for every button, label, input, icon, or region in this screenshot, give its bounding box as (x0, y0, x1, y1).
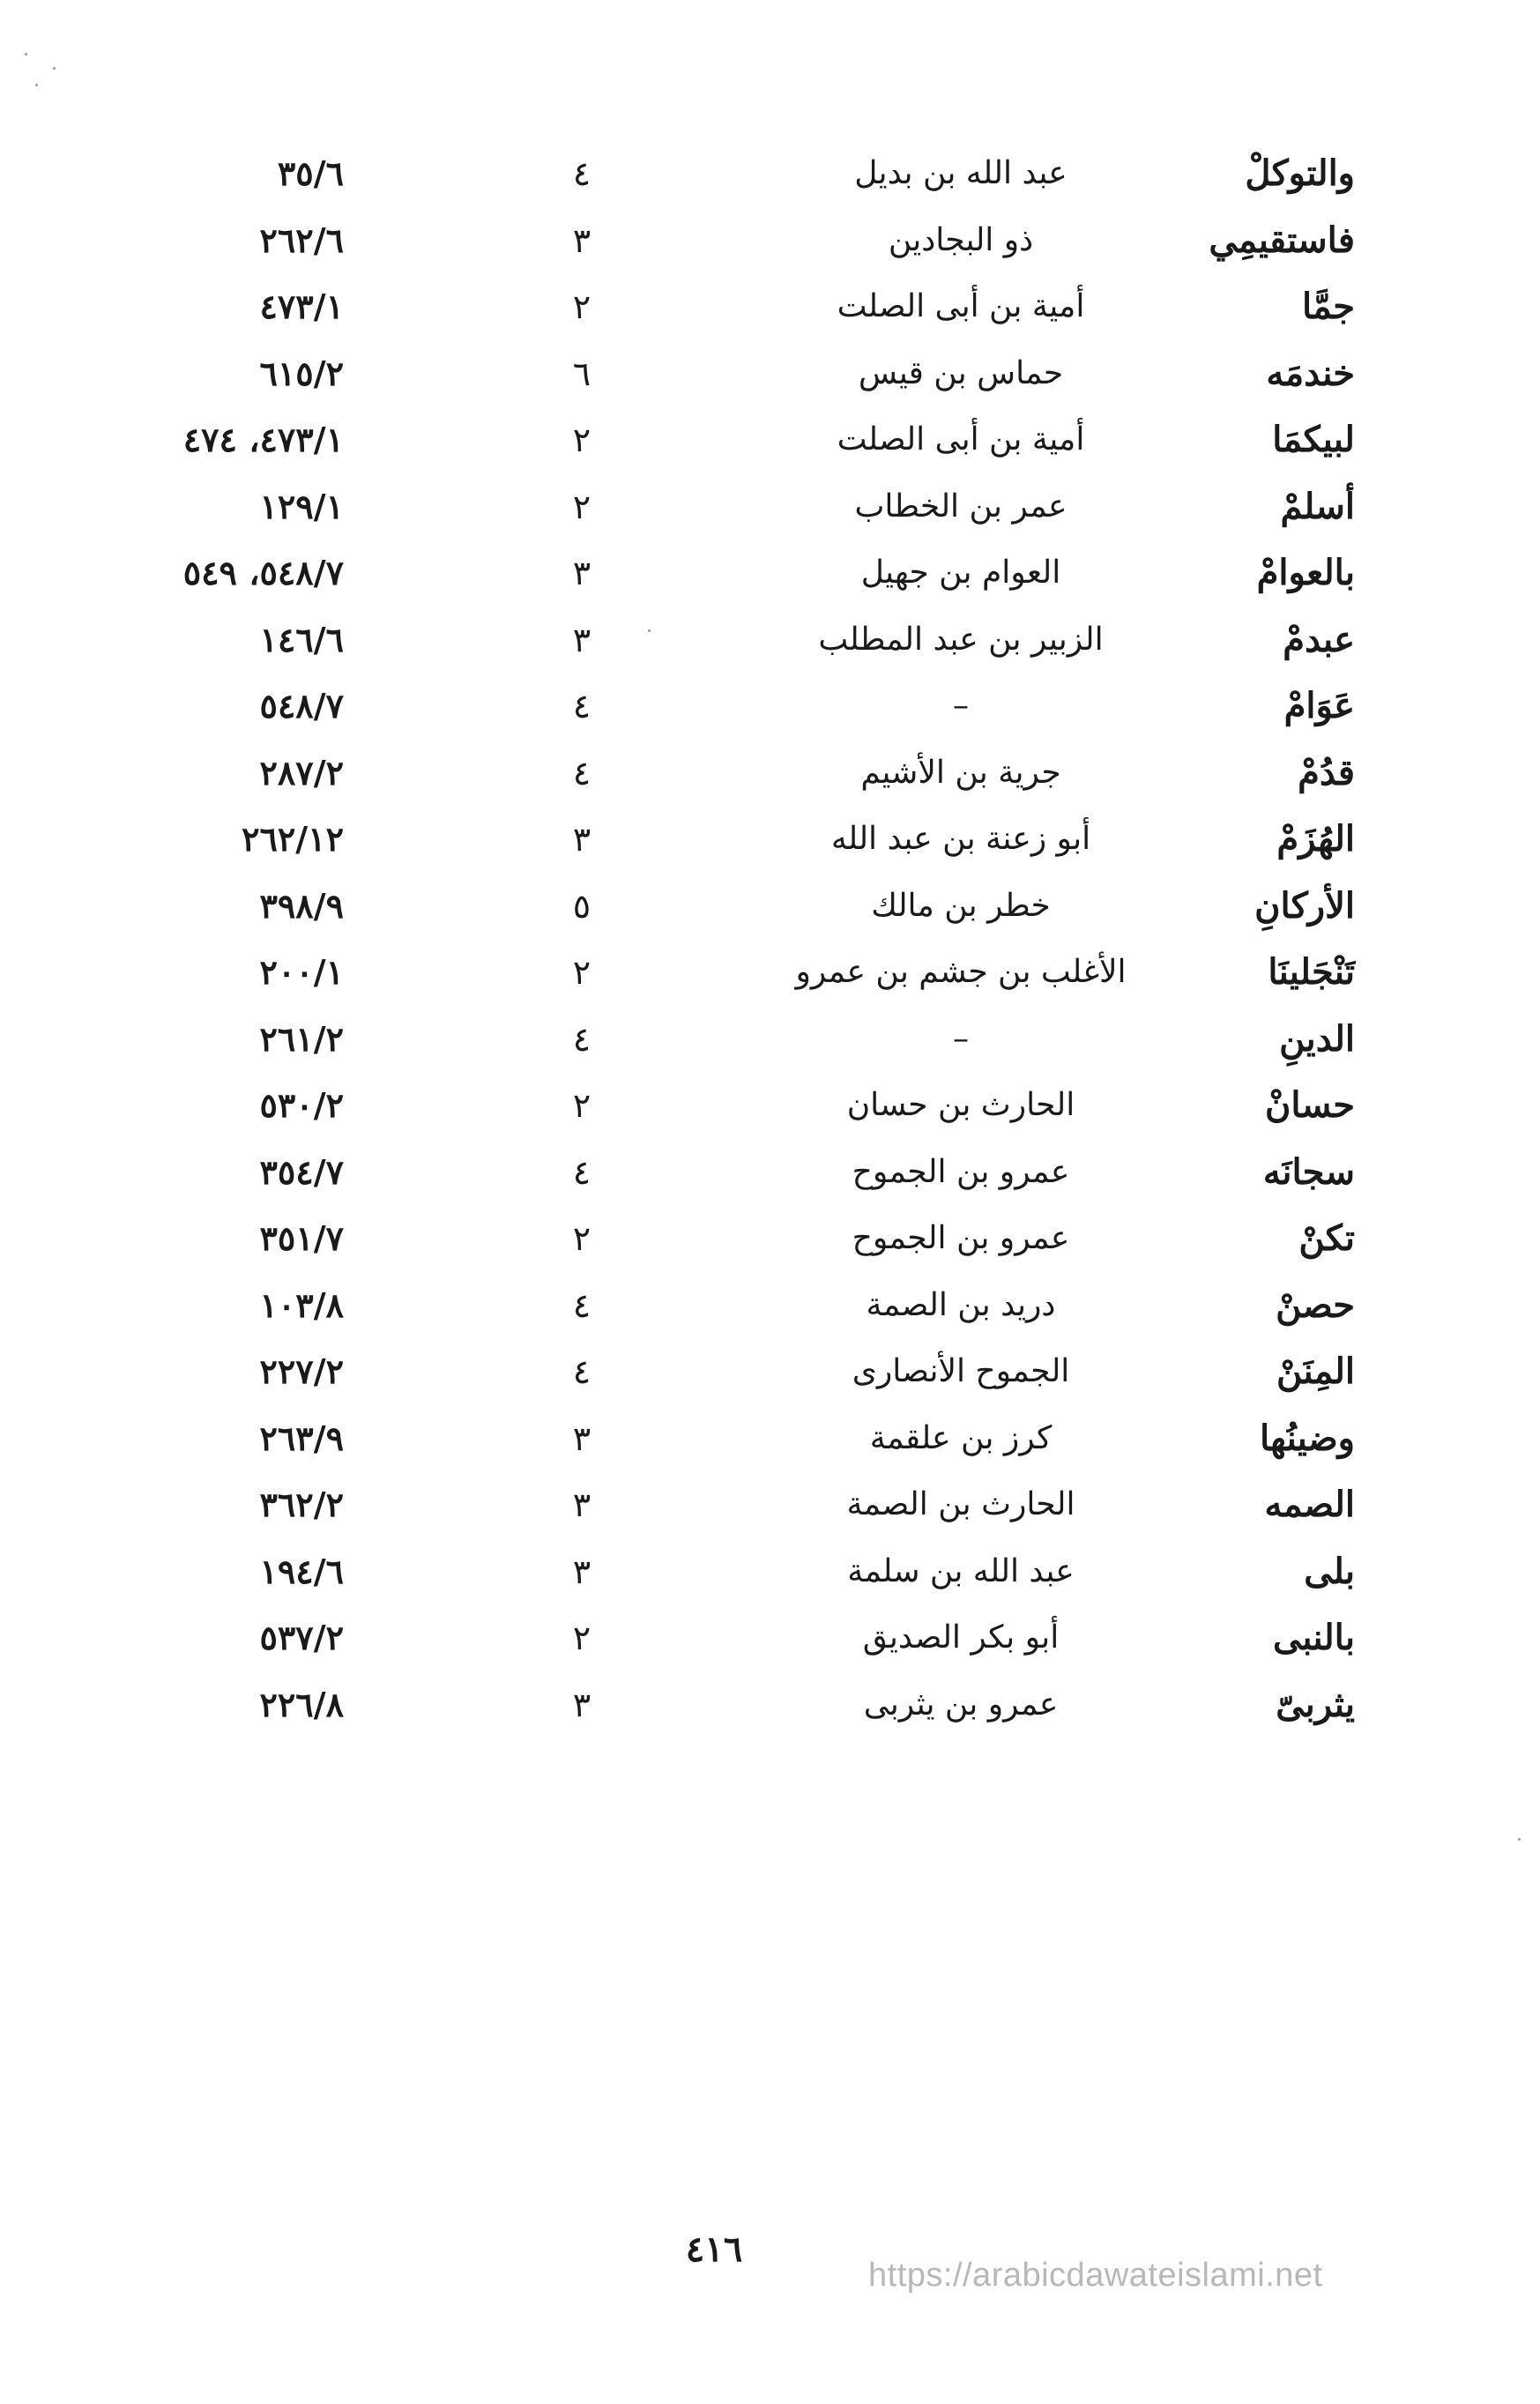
poet-name: الجموح الأنصارى (852, 1353, 1070, 1389)
table-row (0, 208, 1540, 275)
table-row (0, 1140, 1540, 1207)
rhyme-word: تَنْجَلينَا (1268, 951, 1355, 993)
poet-name: عمرو بن الجموح (852, 1153, 1070, 1190)
volume-page-reference: ٢٠٠/١ (259, 952, 344, 992)
poet-name: الحارث بن الصمة (846, 1486, 1075, 1522)
volume-page-reference: ٢٢٦/٨ (259, 1684, 344, 1724)
volume-page-reference: ٢٦١/٢ (259, 1018, 344, 1059)
poet-name: الحارث بن حسان (846, 1087, 1075, 1123)
table-row (0, 1206, 1540, 1273)
rhyme-word: بالعوامْ (1256, 552, 1355, 593)
poet-name: دريد بن الصمة (866, 1286, 1056, 1323)
rhyme-word: الدينِ (1279, 1017, 1355, 1060)
volume-page-reference: ١٤٦/٦ (259, 619, 344, 659)
table-row (0, 1273, 1540, 1340)
poet-name: خطر بن مالك (871, 887, 1051, 924)
poet-name: كرز بن علقمة (869, 1419, 1053, 1456)
verse-count: ٢ (572, 1086, 591, 1125)
verse-index-table (0, 141, 1540, 1738)
verse-count: ٦ (572, 354, 591, 393)
page-number: ٤١٦ (685, 2229, 743, 2270)
scan-speck (1518, 1838, 1521, 1841)
volume-page-reference: ٢٦٢/١٢ (242, 819, 344, 859)
rhyme-word: قدُمْ (1298, 751, 1355, 793)
volume-page-reference: ٣٥١/٧ (259, 1218, 344, 1258)
rhyme-word: جمَّا (1301, 286, 1355, 327)
verse-count: ٤ (572, 154, 591, 193)
poet-name: الزبير بن عبد المطلب (818, 621, 1104, 658)
rhyme-word: الصمه (1264, 1484, 1355, 1525)
poet-name: العوام بن جهيل (860, 554, 1061, 591)
verse-count: ٤ (572, 1152, 591, 1192)
rhyme-word: عبدمْ (1283, 618, 1355, 660)
poet-name: أبو بكر الصديق (862, 1619, 1060, 1656)
volume-page-reference: ٥٣٧/٢ (259, 1618, 344, 1657)
volume-page-reference: ٤٧٣/١، ٤٧٤ (182, 420, 344, 459)
verse-count: ٤ (572, 687, 591, 726)
poet-name: – (953, 1020, 969, 1057)
volume-page-reference: ٤٧٣/١ (259, 287, 344, 326)
table-row (0, 341, 1540, 408)
verse-count: ٤ (572, 1285, 591, 1325)
volume-page-reference: ٣٥٤/٧ (259, 1151, 344, 1192)
rhyme-word: عَوَامْ (1283, 685, 1355, 726)
poet-name: – (953, 688, 969, 724)
rhyme-word: تكنْ (1298, 1217, 1355, 1259)
rhyme-word: وضينُها (1259, 1417, 1355, 1459)
verse-count: ٣ (572, 1685, 591, 1724)
table-row (0, 874, 1540, 941)
volume-page-reference: ٢٢٧/٢ (259, 1351, 344, 1391)
poet-name: أمية بن أبى الصلت (837, 421, 1085, 458)
volume-page-reference: ٣٦٢/٢ (259, 1485, 344, 1524)
rhyme-word: سجانَه (1262, 1150, 1355, 1193)
table-row (0, 1007, 1540, 1074)
table-row (0, 540, 1540, 607)
verse-count: ٤ (572, 1352, 591, 1391)
rhyme-word: فاستقيمِي (1209, 219, 1355, 261)
table-row (0, 1672, 1540, 1739)
table-row (0, 141, 1540, 208)
scan-speck (648, 629, 651, 632)
poet-name: أبو زعنة بن عبد الله (830, 821, 1091, 857)
rhyme-word: لبيكمَا (1272, 419, 1355, 460)
rhyme-word: خندمَه (1266, 352, 1355, 394)
volume-page-reference: ٣٩٨/٩ (259, 885, 344, 926)
volume-page-reference: ٢٨٧/٢ (259, 752, 344, 793)
table-row (0, 1539, 1540, 1606)
table-row (0, 1605, 1540, 1672)
poet-name: عمرو بن الجموح (852, 1220, 1070, 1256)
table-row (0, 607, 1540, 674)
rhyme-word: بلى (1304, 1550, 1355, 1592)
scan-speck (53, 67, 56, 70)
volume-page-reference: ٥٤٨/٧، ٥٤٩ (182, 553, 344, 592)
table-row (0, 940, 1540, 1007)
table-row (0, 1339, 1540, 1406)
scan-speck (35, 84, 38, 86)
table-row (0, 1073, 1540, 1140)
verse-count: ٢ (572, 487, 591, 526)
verse-count: ٣ (572, 554, 591, 592)
verse-count: ٣ (572, 1552, 591, 1591)
verse-count: ٣ (572, 620, 591, 659)
verse-count: ٢ (572, 287, 591, 326)
verse-count: ٣ (572, 820, 591, 859)
table-row (0, 807, 1540, 874)
poet-name: عمرو بن يثربى (863, 1686, 1059, 1723)
volume-page-reference: ١٩٤/٦ (259, 1551, 344, 1591)
table-row (0, 674, 1540, 741)
volume-page-reference: ١٠٣/٨ (259, 1284, 344, 1325)
verse-count: ٢ (572, 1219, 591, 1258)
rhyme-word: المِنَنْ (1276, 1351, 1355, 1392)
rhyme-word: الهُزَمْ (1276, 818, 1355, 860)
volume-page-reference: ٥٣٠/٢ (259, 1085, 344, 1125)
verse-count: ٣ (572, 1485, 591, 1524)
table-row (0, 407, 1540, 474)
rhyme-word: حصنْ (1276, 1284, 1355, 1326)
verse-count: ٥ (572, 886, 591, 926)
volume-page-reference: ٥٤٨/٧ (259, 686, 344, 726)
volume-page-reference: ٦١٥/٢ (259, 353, 344, 393)
poet-name: جرية بن الأشيم (860, 754, 1061, 791)
volume-page-reference: ٢٦٣/٩ (259, 1418, 344, 1458)
volume-page-reference: ١٢٩/١ (259, 486, 344, 526)
table-row (0, 474, 1540, 541)
verse-count: ٢ (572, 421, 591, 459)
rhyme-word: والتوكلْ (1245, 153, 1355, 194)
poet-name: عبد الله بن سلمة (847, 1552, 1075, 1589)
table-row (0, 274, 1540, 341)
volume-page-reference: ٣٥/٦ (277, 153, 344, 193)
verse-count: ٢ (572, 1619, 591, 1657)
verse-count: ٣ (572, 220, 591, 260)
poet-name: ذو البجادين (888, 221, 1034, 258)
table-row (0, 1472, 1540, 1539)
watermark-url: https://arabicdawateislami.net (868, 2257, 1323, 2294)
poet-name: حماس بن قيس (858, 354, 1064, 391)
rhyme-word: حسانْ (1265, 1084, 1355, 1126)
poet-name: عمر بن الخطاب (854, 487, 1068, 525)
poet-name: أمية بن أبى الصلت (837, 288, 1085, 324)
verse-count: ٤ (572, 1019, 591, 1059)
scan-speck (25, 53, 27, 56)
table-row (0, 1406, 1540, 1473)
rhyme-word: أسلمْ (1280, 485, 1355, 527)
poet-name: عبد الله بن بديل (854, 155, 1068, 191)
volume-page-reference: ٢٦٢/٦ (259, 220, 344, 260)
rhyme-word: يثربىّ (1276, 1683, 1355, 1725)
rhyme-word: بالنبى (1273, 1617, 1355, 1658)
rhyme-word: الأركانِ (1254, 884, 1355, 927)
verse-count: ٤ (572, 753, 591, 793)
table-row (0, 741, 1540, 808)
poet-name: الأغلب بن جشم بن عمرو (795, 954, 1127, 990)
verse-count: ٢ (572, 953, 591, 992)
verse-count: ٣ (572, 1418, 591, 1458)
